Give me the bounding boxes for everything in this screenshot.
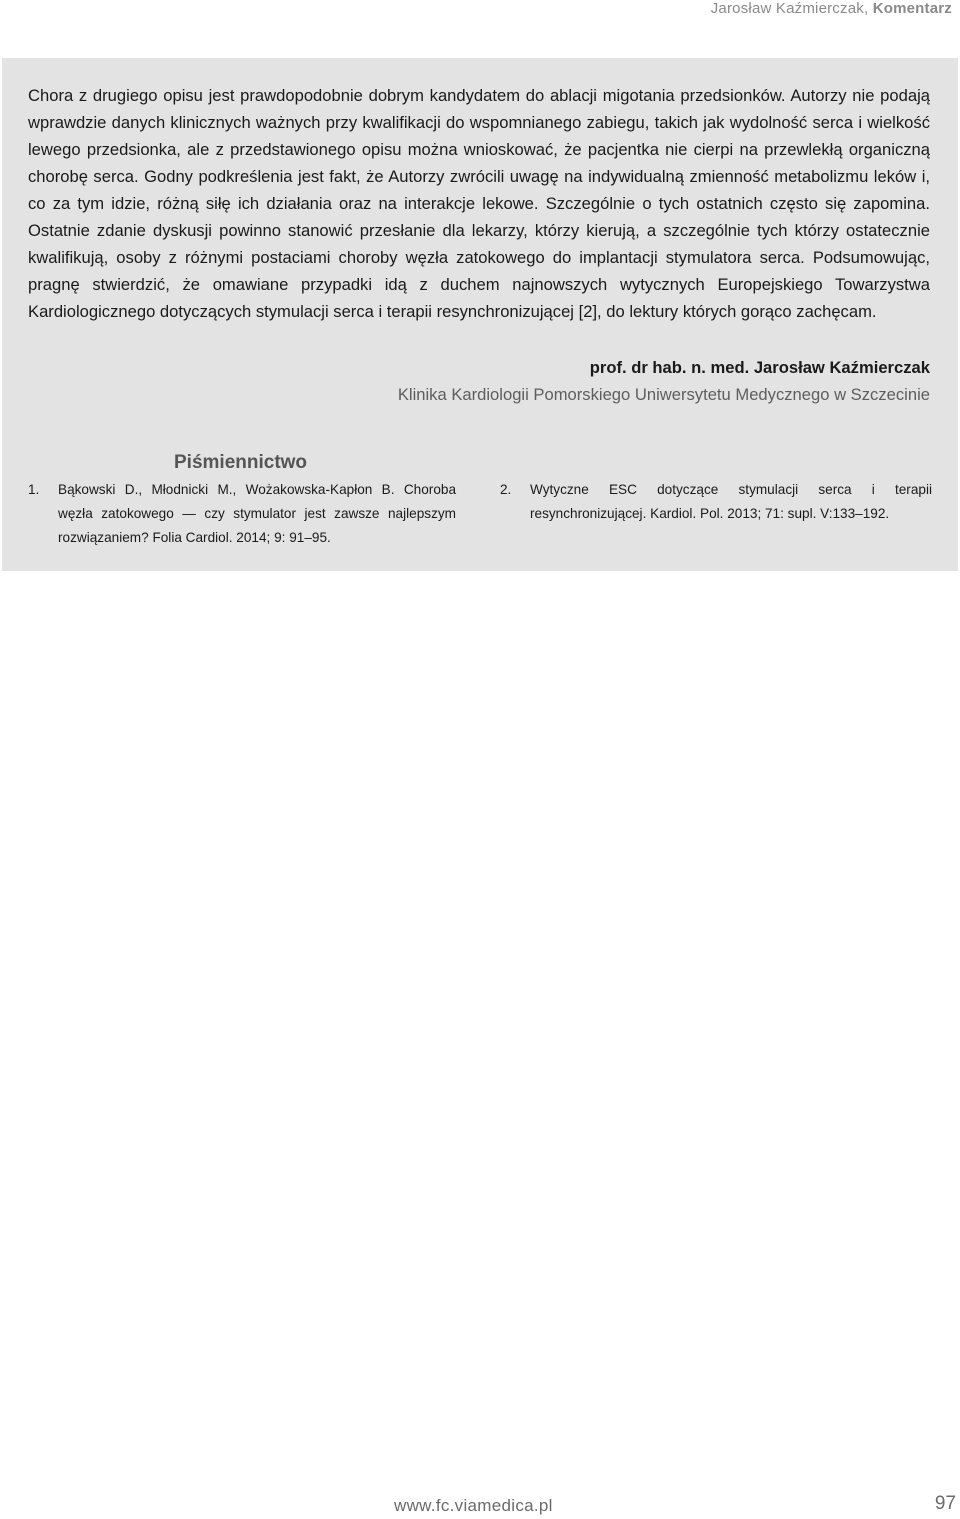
journal-url[interactable]: www.fc.viamedica.pl [394, 1496, 553, 1515]
reference-item [500, 478, 932, 526]
commentary-paragraph: Chora z drugiego opisu jest prawdopodobnie dobrym kandydatem do ablacji migotania przedsionków. Autorzy nie podają wprawdzie danych klinicznych ważnych przy kwalifikacji do wspomnianego zabiegu, takich jak wydolność serca i wielkość lewego przedsionka, ale z przedstawionego opisu można wnioskować, że pacjentka nie cierpi na przewlekłą organiczną chorobę serca. Godny podkreślenia jest fakt, że Autorzy zwrócili uwagę na indywidualną zmienność metabolizmu leków i, co za tym idzie, różną siłę ich działania oraz na interakcje lekowe. Szczególnie o tych ostatnich często się zapomina. Ostatnie zdanie dyskusji powinno stanowić przesłanie dla lekarzy, którzy kierują, a szczególnie tych którzy ostatecznie kwalifikują, osoby z różnymi postaciami choroby węzła zatokowego do implantacji stymulatora serca. Podsumowując, pragnę stwierdzić, że omawiane przypadki idą z duchem najnowszych wytycznych Europejskiego Towarzystwa Kardiologicznego dotyczących stymulacji serca i terapii resynchronizującej [2], do lektury których gorąco zachęcam. [28, 86, 930, 321]
reference-text: Wytyczne ESC dotyczące stymulacji serca i terapii resynchronizującej. Kardiol. Pol. 2013; 71: supl. V:133–192. [530, 482, 932, 521]
header-author: Jarosław Kaźmierczak, [710, 0, 873, 17]
reference-item [28, 478, 456, 550]
running-header [711, 0, 952, 17]
page-number: 97 [934, 1493, 956, 1514]
reference-number: 1. [28, 482, 40, 497]
references-heading: Piśmiennictwo [174, 452, 308, 473]
author-signature: prof. dr hab. n. med. Jarosław Kaźmierczak [589, 358, 930, 377]
header-section: Komentarz [872, 0, 952, 17]
reference-text: Bąkowski D., Młodnicki M., Wożakowska-Kapłon B. Choroba węzła zatokowego — czy stymulator jest zawsze najlepszym rozwiązaniem? Folia Cardiol. 2014; 9: 91–95. [58, 482, 456, 545]
reference-number: 2. [500, 482, 512, 497]
author-affiliation: Klinika Kardiologii Pomorskiego Uniwersytetu Medycznego w Szczecinie [397, 385, 930, 404]
